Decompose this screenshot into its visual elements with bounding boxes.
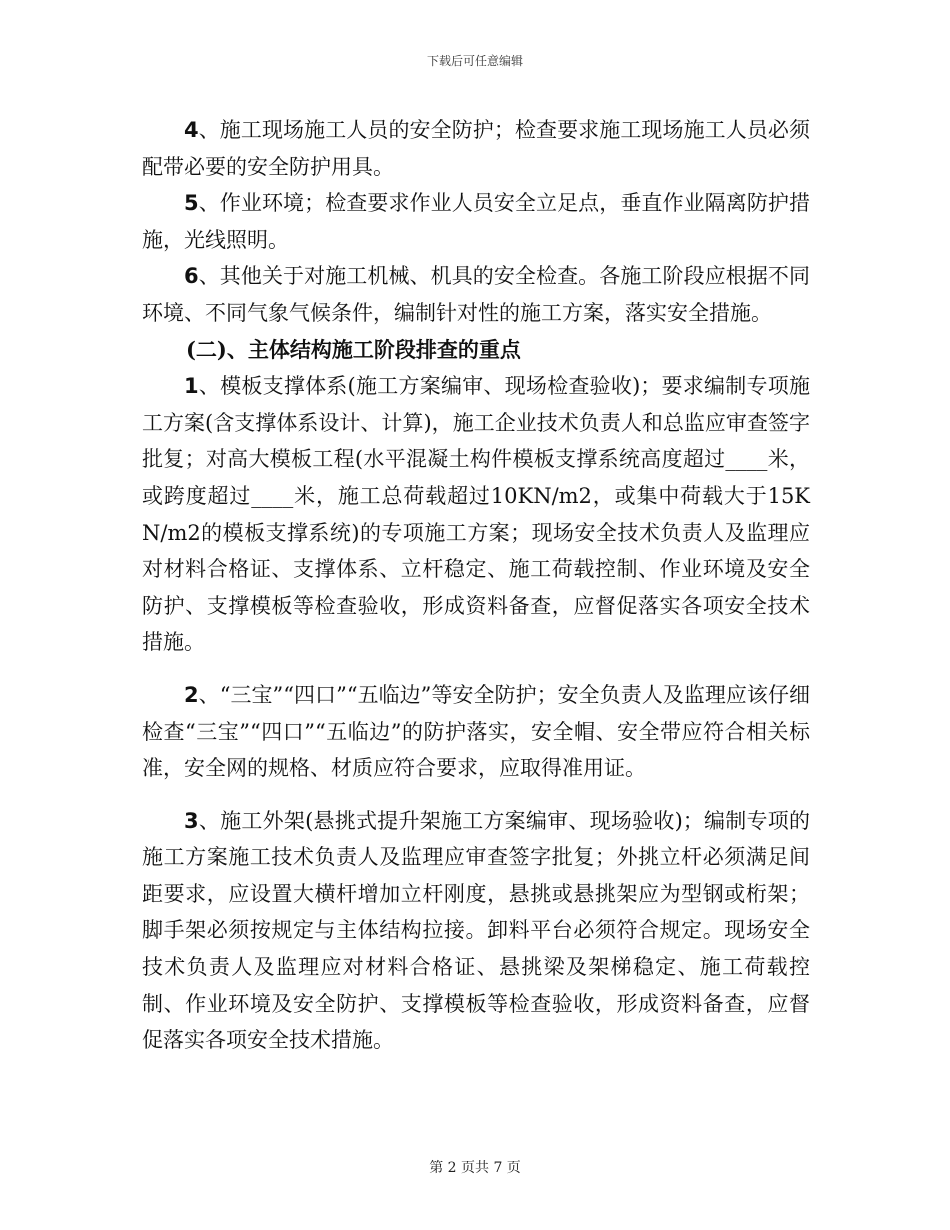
section-paragraph-1 <box>142 368 810 661</box>
item-number: 3 <box>184 808 199 833</box>
item-number: 6 <box>184 264 199 289</box>
item-number: 1 <box>184 374 199 399</box>
paragraph-text: 、模板支撑体系(施工方案编审、现场检查验收)；要求编制专项施工方案(含支撑体系设计、计算)，施工企业技术负责人和总监应审查签字批复；对高大模板工程(水平混凝土构件模板支撑系统高度超过____米，或跨度超过____米，施工总荷载超过10KN/m2，或集中荷载大于15KN/m2的模板支撑系统)的专项施工方案；现场安全技术负责人及监理应对材料合格证、支撑体系、立杆稳定、施工荷载控制、作业环境及安全防护、支撑模板等检查验收，形成资料备查，应督促落实各项安全技术措施。 <box>142 374 810 655</box>
page-footer: 第 2 页共 7 页 <box>429 1160 521 1176</box>
paragraph-text: 、其他关于对施工机械、机具的安全检查。各施工阶段应根据不同环境、不同气象气候条件，编制针对性的施工方案，落实安全措施。 <box>142 264 810 325</box>
paragraph-text: 、作业环境；检查要求作业人员安全立足点，垂直作业隔离防护措施，光线照明。 <box>142 191 810 252</box>
item-number: 5 <box>184 191 199 216</box>
paragraph-6 <box>142 258 810 331</box>
paragraph-text: 、施工外架(悬挑式提升架施工方案编审、现场验收)；编制专项的施工方案施工技术负责人及监理应审查签字批复；外挑立杆必须满足间距要求，应设置大横杆增加立杆刚度，悬挑或悬挑架应为型钢或桁架；脚手架必须按规定与主体结构拉接。卸料平台必须符合规定。现场安全技术负责人及监理应对材料合格证、悬挑梁及架梯稳定、施工荷载控制、作业环境及安全防护、支撑模板等检查验收，形成资料备查，应督促落实各项安全技术措施。 <box>142 808 810 1053</box>
paragraph-5 <box>142 185 810 258</box>
item-number: 4 <box>184 118 199 142</box>
paragraph-text: 、施工现场施工人员的安全防护；检查要求施工现场施工人员必须配带必要的安全防护用具。 <box>142 118 810 179</box>
paragraph-text: 、“三宝”“四口”“五临边”等安全防护；安全负责人及监理应该仔细检查“三宝”“四口”“五临边”的防护落实，安全帽、安全带应符合相关标准，安全网的规格、材质应符合要求，应取得准用证。 <box>142 682 810 781</box>
section-paragraph-3 <box>142 803 810 1059</box>
page-header: 下载后可任意编辑 <box>426 54 523 68</box>
paragraph-4 <box>142 112 810 185</box>
section-paragraph-2 <box>142 677 810 787</box>
section-heading: (二)、主体结构施工阶段排查的重点 <box>186 336 521 362</box>
document-body <box>142 112 810 1059</box>
item-number: 2 <box>184 682 199 707</box>
